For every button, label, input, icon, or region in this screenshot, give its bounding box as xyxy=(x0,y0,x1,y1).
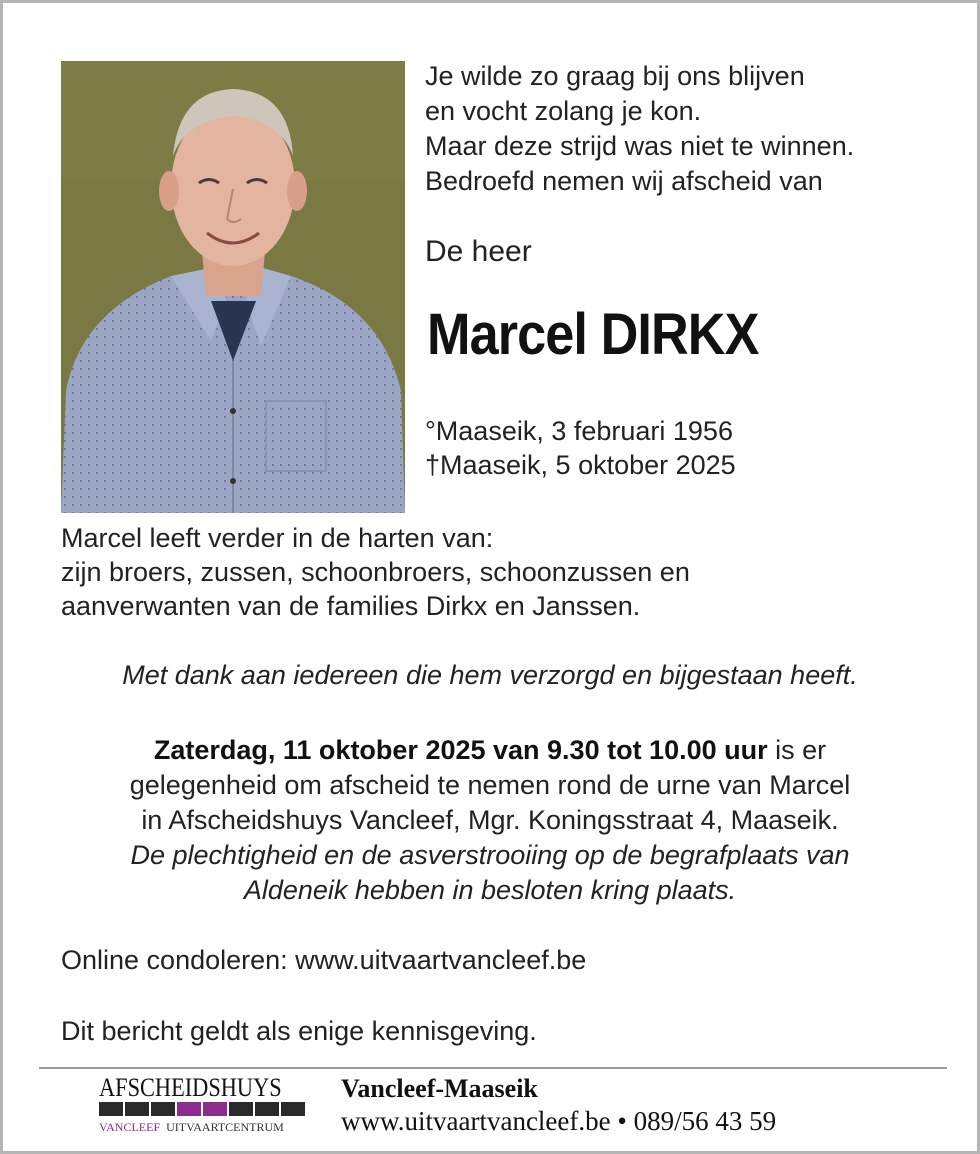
logo-bar-segment xyxy=(99,1102,123,1116)
company-name: Vancleef-Maaseik xyxy=(341,1074,538,1103)
family-line: aanverwanten van de families Dirkx en Janssen. xyxy=(61,591,641,621)
ceremony-line-3: in Afscheidshuys Vancleef, Mgr. Koningsstraat 4, Maaseik. xyxy=(141,805,839,835)
family-line: Marcel leeft verder in de harten van: xyxy=(61,523,494,553)
portrait-photo xyxy=(61,61,405,513)
family-text xyxy=(61,521,690,623)
footer-contact xyxy=(341,1073,776,1137)
deceased-name: Marcel DIRKX xyxy=(427,302,759,367)
funeral-home-logo xyxy=(99,1075,311,1135)
logo-bar-segment xyxy=(177,1102,201,1116)
poem-line: Je wilde zo graag bij ons blijven xyxy=(425,61,805,91)
logo-sub-uitvaartcentrum: UITVAARTCENTRUM xyxy=(166,1120,284,1134)
family-line: zijn broers, zussen, schoonbroers, schoonzussen en xyxy=(61,557,690,587)
ceremony-line-1-rest: is er xyxy=(767,735,827,765)
footer-divider xyxy=(39,1067,947,1069)
ceremony-line-2: gelegenheid om afscheid te nemen rond de urne van Marcel xyxy=(129,770,851,800)
logo-bar-segment xyxy=(281,1102,305,1116)
ceremony-line-1 xyxy=(3,733,977,768)
logo-bar-segment xyxy=(125,1102,149,1116)
ceremony-info xyxy=(3,733,977,908)
honorific: De heer xyxy=(425,235,532,268)
contact-line: www.uitvaartvancleef.be • 089/56 43 59 xyxy=(341,1106,777,1136)
logo-bar-segment xyxy=(229,1102,253,1116)
logo-subtitle xyxy=(99,1120,311,1135)
notice-text: Dit bericht geldt als enige kennisgeving. xyxy=(61,1016,537,1046)
life-dates xyxy=(425,414,736,482)
logo-bar-segment xyxy=(255,1102,279,1116)
logo-sub-vancleef: VANCLEEF xyxy=(99,1120,161,1134)
ceremony-italic-2: Aldeneik hebben in besloten kring plaats. xyxy=(243,875,737,905)
logo-wordmark: AFSCHEIDSHUYS xyxy=(99,1073,282,1102)
ceremony-italic-1: De plechtigheid en de asverstrooiing op de begrafplaats van xyxy=(130,840,850,870)
logo-color-bar xyxy=(99,1102,311,1116)
poem-line: Maar deze strijd was niet te winnen. xyxy=(425,131,855,161)
thanks-text: Met dank aan iedereen die hem verzorgd en bijgestaan heeft. xyxy=(122,660,858,690)
online-condolence: Online condoleren: www.uitvaartvancleef.be xyxy=(61,945,587,975)
birth-date: °Maaseik, 3 februari 1956 xyxy=(425,416,733,446)
poem-line: Bedroefd nemen wij afscheid van xyxy=(425,166,823,196)
portrait-illustration xyxy=(61,61,405,513)
logo-bar-segment xyxy=(151,1102,175,1116)
poem xyxy=(425,59,854,199)
logo-bar-segment xyxy=(203,1102,227,1116)
poem-line: en vocht zolang je kon. xyxy=(425,96,702,126)
ceremony-datetime: Zaterdag, 11 oktober 2025 van 9.30 tot 10.00 uur xyxy=(153,735,768,765)
death-date: †Maaseik, 5 oktober 2025 xyxy=(425,450,736,480)
